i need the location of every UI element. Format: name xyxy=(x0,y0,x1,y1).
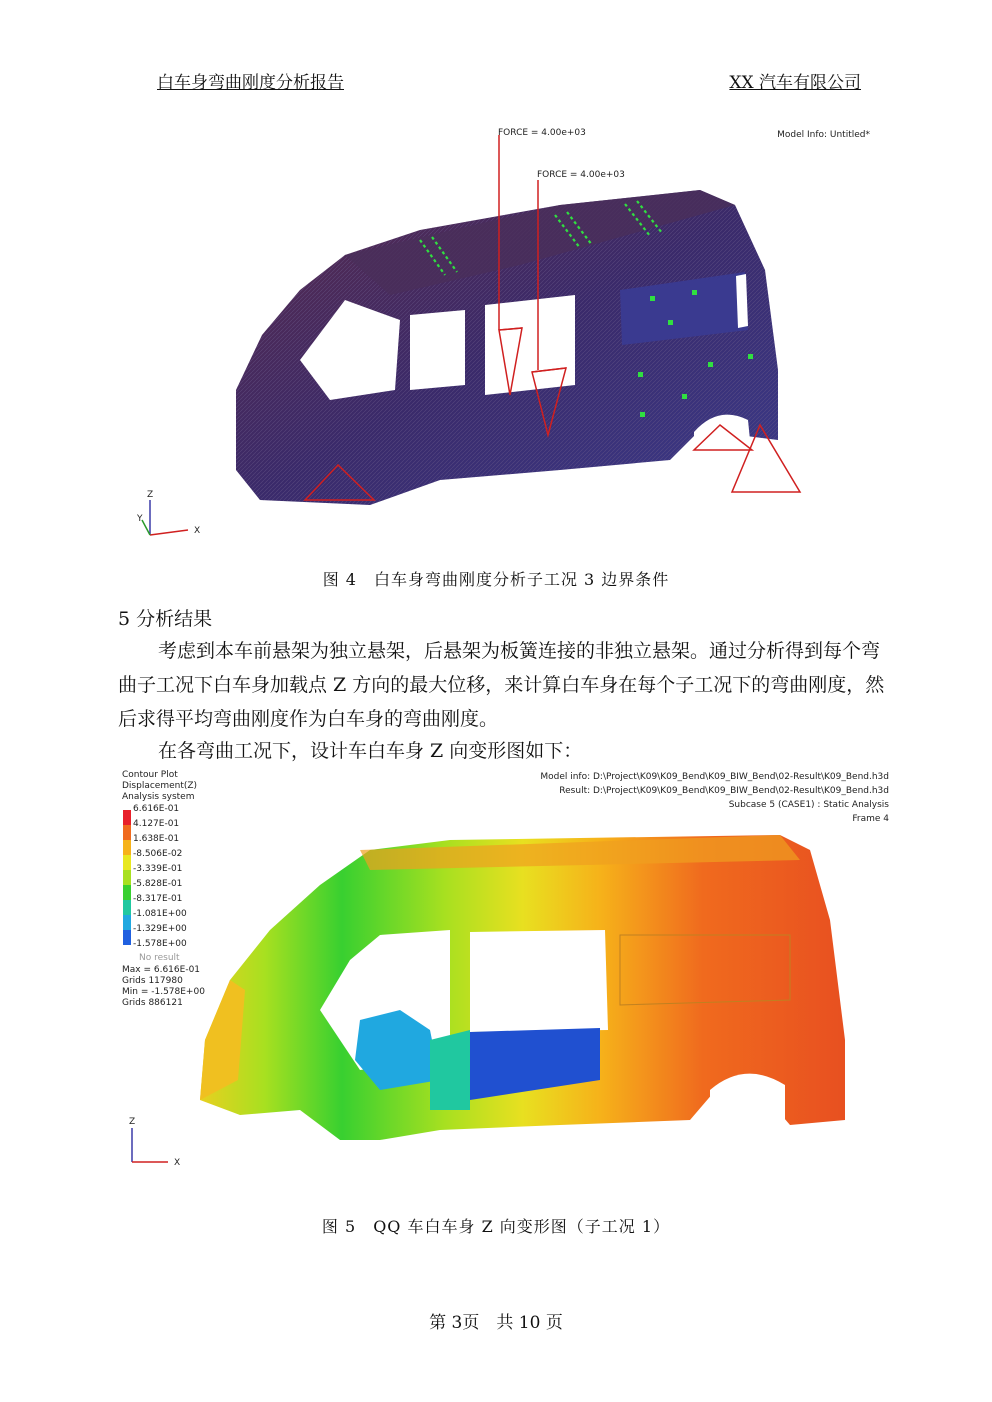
stat-line: Max = 6.616E-01 xyxy=(122,965,201,975)
paragraph-deformation-intro: 在各弯曲工况下，设计车白车身 Z 向变形图如下： xyxy=(158,740,583,762)
model-info-path: Model info: D:\Project\K09\K09_Bend\K09_BIW_Bend\02-Result\K09_Bend.h3d xyxy=(540,772,889,782)
stat-line: Grids 886121 xyxy=(122,998,183,1008)
header-company-name: XX 汽车有限公司 xyxy=(729,73,861,93)
axis-z-label: Z xyxy=(147,490,154,500)
force-label-2: FORCE = 4.00e+03 xyxy=(537,170,625,180)
legend-title-line: Displacement(Z) xyxy=(122,781,198,791)
page-footer: 第 3页 共 10 页 xyxy=(429,1313,563,1333)
legend-title xyxy=(122,770,197,803)
legend-no-result: No result xyxy=(139,953,180,963)
contour-car-body xyxy=(200,835,845,1140)
legend-value-label: -8.506E-02 xyxy=(133,849,183,859)
axis-x-label-fig5: X xyxy=(174,1158,181,1168)
paragraph-analysis: 考虑到本车前悬架为独立悬架，后悬架为板簧连接的非独立悬架。通过分析得到每个弯曲子工况下白车身加载点 Z 方向的最大位移，来计算白车身在每个子工况下的弯曲刚度，然后求得平均弯曲刚度作为白车身的弯曲刚度。 xyxy=(118,640,885,730)
legend-value-label: -1.329E+00 xyxy=(133,924,187,934)
legend-value-label: 4.127E-01 xyxy=(133,819,180,829)
figure-5-caption: 图 5 QQ 车白车身 Z 向变形图（子工况 1） xyxy=(321,1217,671,1236)
result-path: Result: D:\Project\K09\K09_Bend\K09_BIW_Bend\02-Result\K09_Bend.h3d xyxy=(559,786,889,796)
legend-color-swatch xyxy=(123,855,131,870)
legend-title-line: Analysis system xyxy=(122,792,195,802)
legend-color-swatch xyxy=(123,825,131,840)
legend-value-label: -3.339E-01 xyxy=(133,864,183,874)
stat-line: Grids 117980 xyxy=(122,976,183,986)
legend-value-label: 6.616E-01 xyxy=(133,804,180,814)
axis-triad-fig5 xyxy=(129,1117,180,1168)
subcase-label: Subcase 5 (CASE1) : Static Analysis xyxy=(728,800,889,810)
legend-color-swatch xyxy=(123,915,131,930)
stat-line: Min = -1.578E+00 xyxy=(122,987,205,997)
legend-color-swatch xyxy=(123,900,131,915)
legend-color-bar xyxy=(123,810,131,945)
axis-y-label: Y xyxy=(137,514,143,524)
frame-label: Frame 4 xyxy=(852,814,889,824)
legend-title-line: Contour Plot xyxy=(122,770,178,780)
legend-value-label: -1.578E+00 xyxy=(133,939,187,949)
legend-value-label: -5.828E-01 xyxy=(133,879,183,889)
axis-z-label-fig5: Z xyxy=(129,1117,136,1127)
legend-color-swatch xyxy=(123,930,131,945)
legend-stats xyxy=(122,965,205,1009)
axis-x-label: X xyxy=(194,526,201,536)
legend-color-swatch xyxy=(123,810,131,825)
figure-4-caption: 图 4 白车身弯曲刚度分析子工况 3 边界条件 xyxy=(322,570,670,589)
legend-color-swatch xyxy=(123,885,131,900)
legend-value-label: -1.081E+00 xyxy=(133,909,187,919)
model-info-label: Model Info: Untitled* xyxy=(777,130,870,140)
legend-color-swatch xyxy=(123,870,131,885)
legend-color-swatch xyxy=(123,840,131,855)
legend-value-label: -8.317E-01 xyxy=(133,894,183,904)
section-title: 5 分析结果 xyxy=(118,608,213,630)
legend-value-label: 1.638E-01 xyxy=(133,834,180,844)
header-report-title: 白车身弯曲刚度分析报告 xyxy=(157,73,344,93)
force-label-1: FORCE = 4.00e+03 xyxy=(498,128,586,138)
